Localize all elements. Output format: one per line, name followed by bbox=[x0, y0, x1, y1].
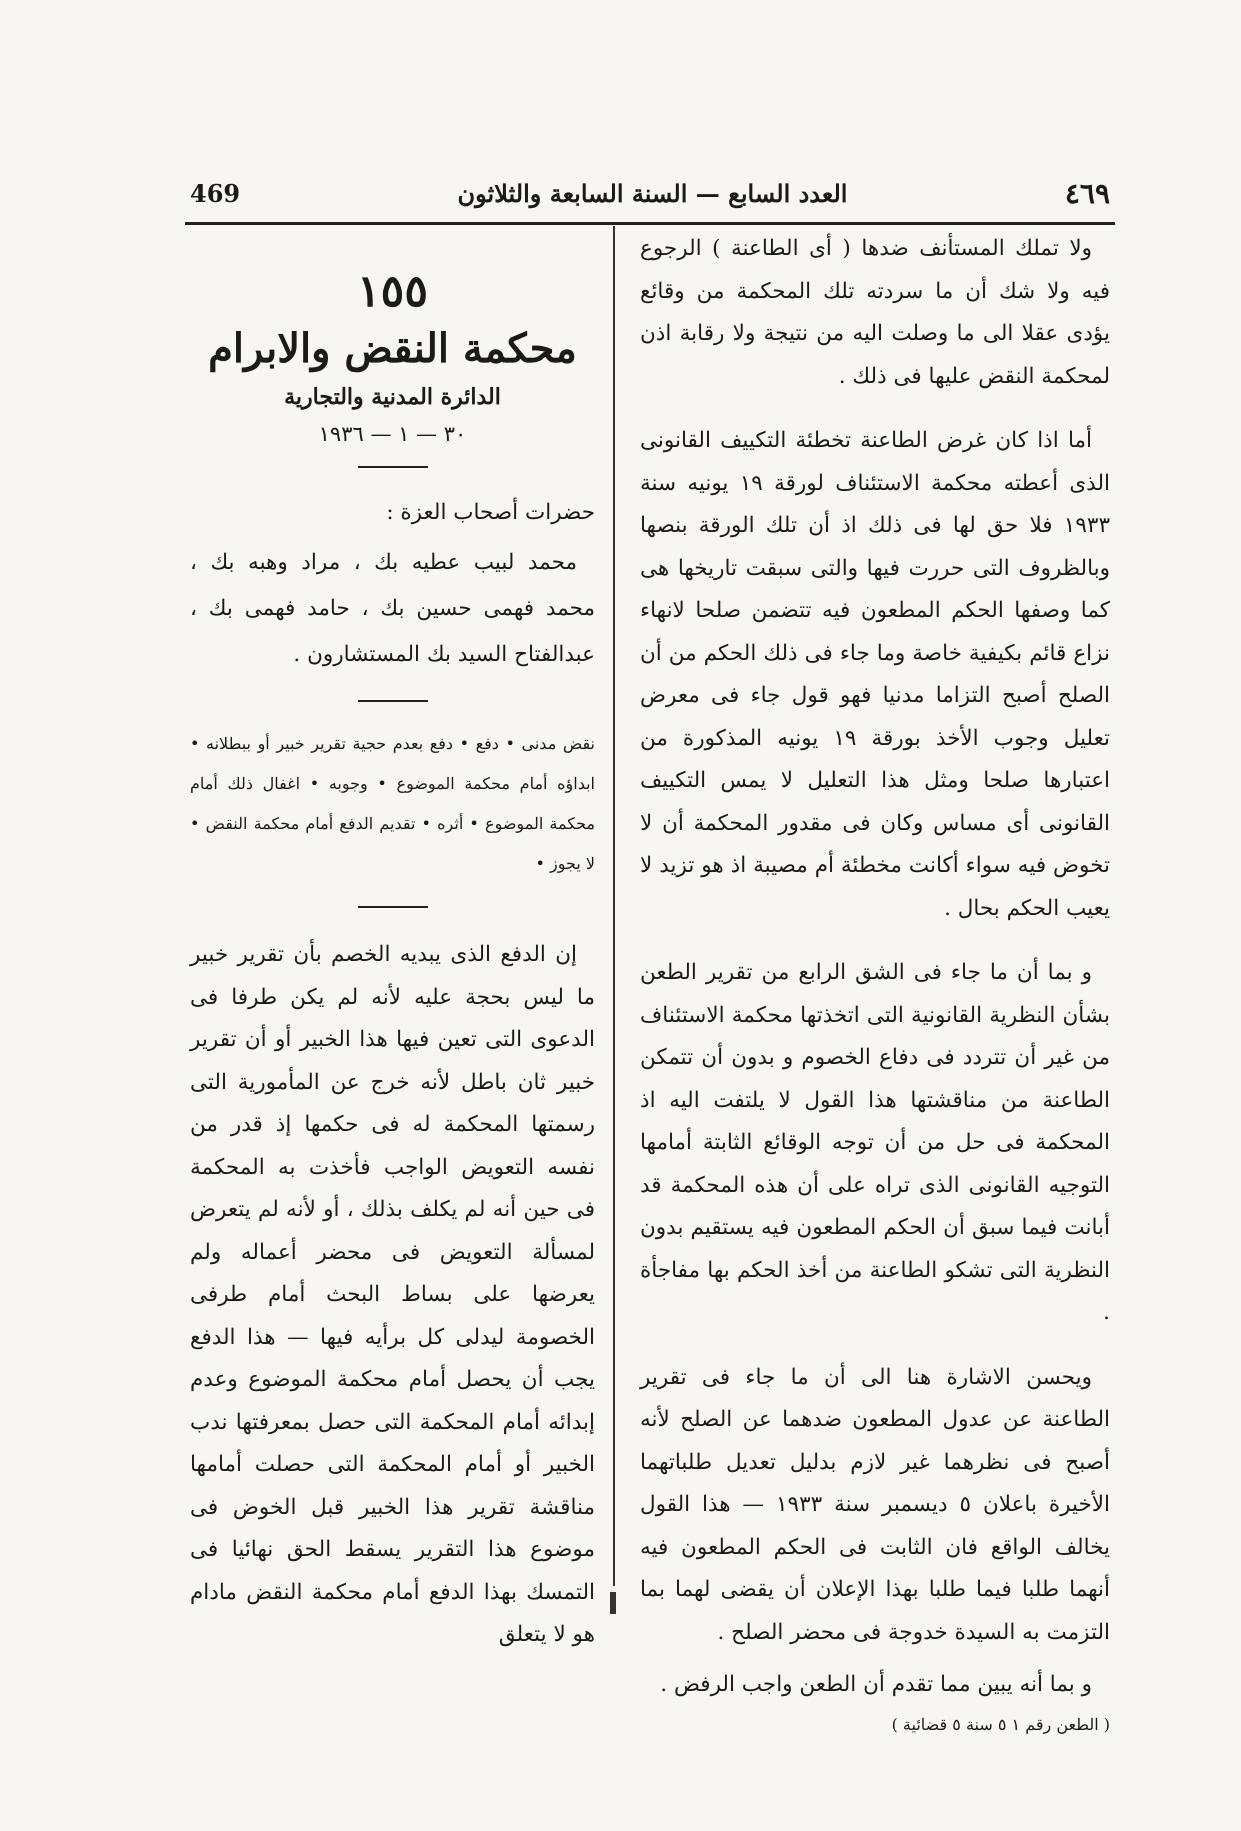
divider bbox=[358, 466, 428, 468]
case-summary: نقض مدنى • دفع • دفع بعدم حجية تقرير خبير أو ببطلانه • ابداؤه أمام محكمة الموضوع • وجوبه • اغفال ذلك أمام محكمة الموضوع • أثره • تقديم الدفع أمام محكمة النقض • لا يجوز • bbox=[190, 734, 595, 873]
paragraph: ولا تملك المستأنف ضدها ( أى الطاعنة ) الرجوع فيه ولا شك أن ما سردته تلك المحكمة من وقائع يؤدى عقلا الى ما وصلت اليه من نتيجة ولا رقابة اذن لمحكمة النقض عليها فى ذلك . bbox=[640, 236, 1110, 389]
court-name: محكمة النقض والابرام bbox=[208, 325, 577, 372]
page-number-arabic: ٤٦٩ bbox=[1064, 176, 1110, 210]
paragraph: و بما أنه يبين مما تقدم أن الطعن واجب الرفض . bbox=[660, 1672, 1092, 1697]
paragraph: و بما أن ما جاء فى الشق الرابع من تقرير الطعن بشأن النظرية القانونية التى اتخذتها محكمة الاستئناف من غير أن تتردد فى دفاع الخصوم و بدون أن تتمكن الطاعنة من مناقشتها هذا القول لا يلتفت اليه اذ المحكمة فى حل من أن توجه الوقائع الثابتة أمامها التوجيه القانونى الذى تراه على أن هذه المحكمة قد أبانت فيما سبق أن الحكم المطعون فيه يستقيم بدون النظرية التى تشكو الطاعنة من أخذ الحكم بها مفاجأة . bbox=[640, 960, 1110, 1325]
judgment-date: ٣٠ — ١ — ١٩٣٦ bbox=[318, 422, 467, 446]
header-rule bbox=[185, 222, 1115, 225]
attendees-heading: حضرات أصحاب العزة : bbox=[386, 500, 595, 525]
paragraph: ويحسن الاشارة هنا الى أن ما جاء فى تقرير الطاعنة عن عدول المطعون ضدهما عن الصلح لأنه أصبح فى نظرهما غير لازم بدليل تعديل طلباتهما الأخيرة باعلان ٥ ديسمبر سنة ١٩٣٣ — هذا القول يخالف الواقع فان الثابت فى الحكم المطعون فيه أنهما طلبا فيما طلبا بهذا الإعلان أن يقضى لهما بما التزمت به السيدة خدوجة فى محضر الصلح . bbox=[640, 1364, 1110, 1645]
paragraph: أما اذا كان غرض الطاعنة تخطئة التكييف القانونى الذى أعطته محكمة الاستئناف لورقة ١٩ يونيه سنة ١٩٣٣ فلا حق لها فى ذلك اذ أن تلك الورقة بنصها وبالظروف التى حررت فيها والتى سبقت تاريخها هى كما وصفها الحكم المطعون فيه تتضمن صلحا لانهاء نزاع قائم بكيفية خاصة وما جاء فى ذلك الحكم من أن الصلح أصبح التزاما مدنيا فهو قول جاء فى معرض تعليل وجوب الأخذ بورقة ١٩ يونيه المذكورة من اعتبارها صلحا ومثل هذا التعليل لا يمس التكييف القانونى أى مساس وكان فى مقدور المحكمة أن لا تخوض فيه سواء أكانت مخطئة أم مصيبة اذ هو تزيد لا يعيب الحكم بحال . bbox=[640, 428, 1110, 921]
left-column bbox=[190, 228, 595, 1657]
page-number-latin: 469 bbox=[190, 178, 241, 208]
column-end-mark bbox=[610, 1592, 616, 1614]
journal-issue-title: العدد السابع — السنة السابعة والثلاثون bbox=[457, 178, 848, 208]
court-circuit: الدائرة المدنية والتجارية bbox=[284, 384, 501, 410]
column-divider bbox=[613, 226, 615, 1586]
attendees-list: محمد لبيب عطيه بك ، مراد وهبه بك ، محمد فهمى حسين بك ، حامد فهمى بك ، عبدالفتاح السيد بك المستشارون . bbox=[190, 550, 595, 667]
right-column bbox=[640, 228, 1110, 1734]
running-header bbox=[190, 168, 1110, 218]
case-number: ١٥٥ bbox=[357, 266, 428, 317]
principle-text: إن الدفع الذى يبديه الخصم بأن تقرير خبير ما ليس بحجة عليه لأنه لم يكن طرفا فى الدعوى التى تعين فيها هذا الخبير أو أن تقرير خبير ثان باطل لأنه خرج عن المأمورية التى رسمتها المحكمة له فى حكمها إذ قدر من نفسه التعويض الواجب فأخذت به المحكمة فى حين أنه لم يكلف بذلك ، أو لأنه لم يتعرض لمسألة التعويض فى محضر أعماله ولم يعرضها على بساط البحث أمام طرفى الخصومة ليدلى كل برأيه فيها — هذا الدفع يجب أن يحصل أمام محكمة الموضوع وعدم إبدائه أمام المحكمة التى حصل بمعرفتها ندب الخبير أو أمام المحكمة التى حصلت أمامها مناقشة تقرير هذا الخبير قبل الخوض فى موضوع هذا التقرير يسقط الحق نهائيا فى التمسك بهذا الدفع أمام محكمة النقض مادام هو لا يتعلق bbox=[190, 942, 595, 1647]
appeal-citation: ( الطعن رقم ١ ٥ سنة ٥ قضائية ) bbox=[891, 1714, 1110, 1734]
divider bbox=[358, 906, 428, 908]
divider bbox=[358, 700, 428, 702]
